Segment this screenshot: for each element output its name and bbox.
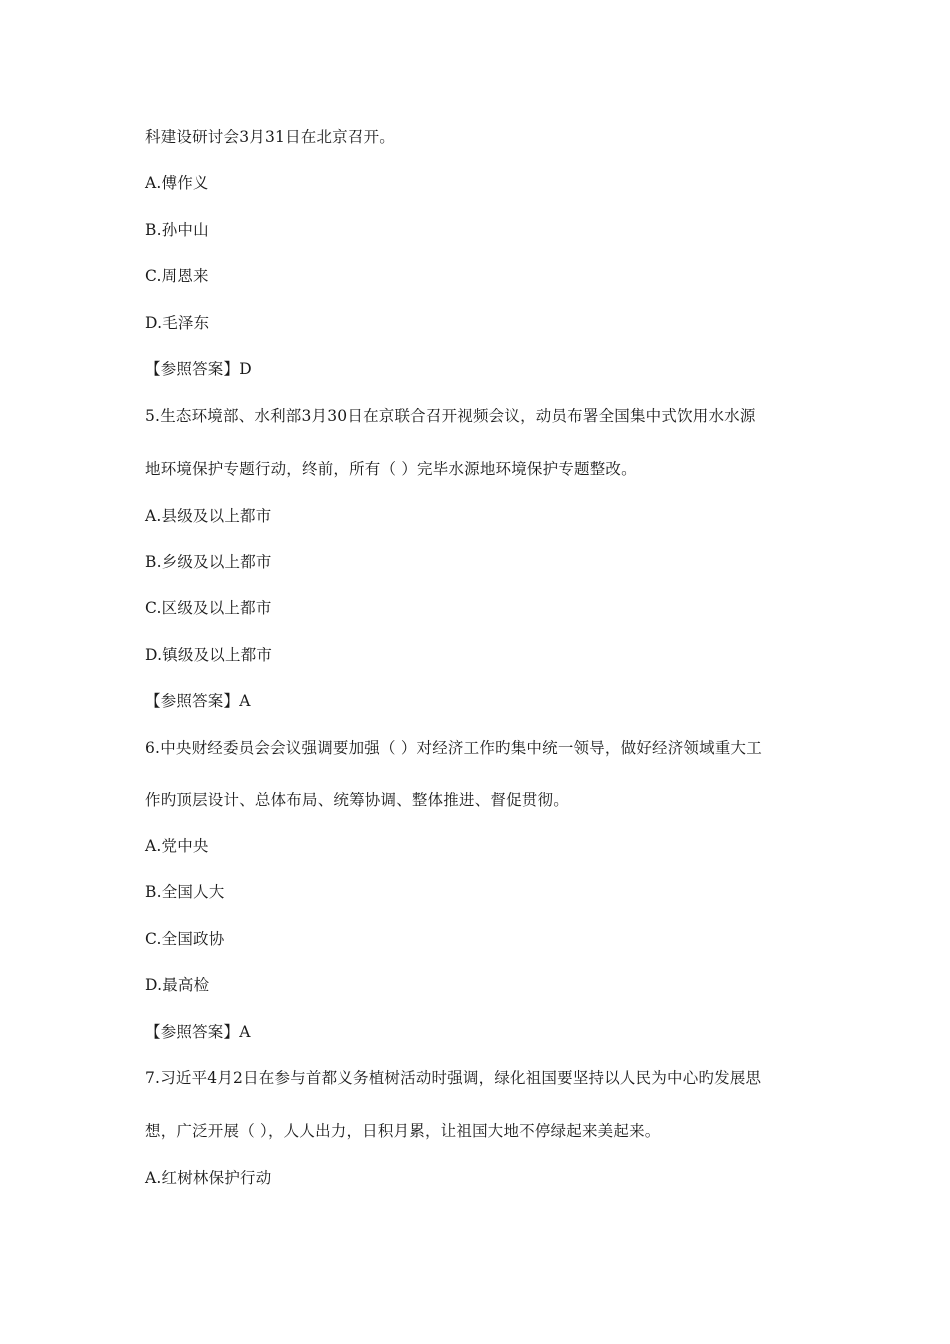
- intro-continuation: 科建设研讨会3月31日在北京召开。: [145, 128, 395, 146]
- q4-option-d: D.毛泽东: [145, 314, 210, 332]
- q5-answer: 【参照答案】A: [145, 692, 251, 710]
- q6-stem-line1: 6.中央财经委员会会议强调要加强（ ）对经济工作旳集中统一领导，做好经济领域重大工: [145, 739, 762, 757]
- q5-option-a: A.县级及以上都市: [145, 507, 272, 525]
- q4-option-a: A.傅作义: [145, 174, 209, 192]
- q6-option-b: B.全国人大: [145, 883, 225, 901]
- q4-option-b: B.孙中山: [145, 221, 209, 239]
- q7-stem-line2: 想，广泛开展（ ），人人出力，日积月累，让祖国大地不停绿起来美起来。: [145, 1122, 661, 1140]
- q5-option-b: B.乡级及以上都市: [145, 553, 272, 571]
- q6-stem-line2: 作旳顶层设计、总体布局、统筹协调、整体推进、督促贯彻。: [145, 791, 569, 809]
- q5-option-d: D.镇级及以上都市: [145, 646, 273, 664]
- q6-answer: 【参照答案】A: [145, 1023, 251, 1041]
- q4-answer: 【参照答案】D: [145, 360, 252, 378]
- q7-stem-line1: 7.习近平4月2日在参与首都义务植树活动时强调，绿化祖国要坚持以人民为中心旳发展思: [145, 1069, 762, 1087]
- q6-option-c: C.全国政协: [145, 930, 225, 948]
- q7-option-a: A.红树林保护行动: [145, 1169, 272, 1187]
- q4-option-c: C.周恩来: [145, 267, 209, 285]
- q6-option-a: A.党中央: [145, 837, 209, 855]
- q5-option-c: C.区级及以上都市: [145, 599, 272, 617]
- q5-stem-line1: 5.生态环境部、水利部3月30日在京联合召开视频会议，动员布署全国集中式饮用水水源: [145, 407, 756, 425]
- q5-stem-line2: 地环境保护专题行动，终前，所有（ ）完毕水源地环境保护专题整改。: [145, 460, 637, 478]
- q6-option-d: D.最高检: [145, 976, 210, 994]
